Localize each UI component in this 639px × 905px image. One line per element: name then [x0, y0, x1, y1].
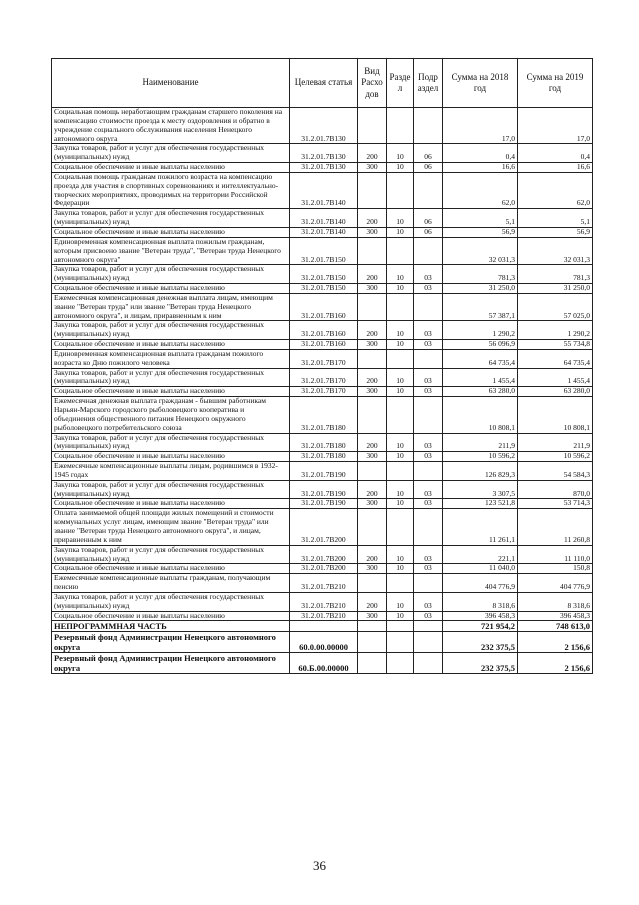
- cell-target: 31.2.01.7В200: [290, 509, 358, 545]
- cell-target: 31.2.01.7В180: [290, 397, 358, 433]
- cell-subsection: [414, 653, 443, 674]
- cell-subsection: [414, 172, 443, 208]
- cell-target: 31.2.01.7В140: [290, 172, 358, 208]
- cell-subsection: 03: [414, 452, 443, 462]
- cell-kind: 200: [358, 321, 387, 340]
- cell-name: Закупка товаров, работ и услуг для обеспечения государственных (муниципальных) нужд: [52, 592, 290, 611]
- cell-subsection: 03: [414, 545, 443, 564]
- cell-name: Социальное обеспечение и иные выплаты населению: [52, 284, 290, 294]
- page-number: 36: [313, 858, 326, 873]
- table-row: [52, 237, 593, 265]
- cell-sum2019: 53 714,3: [518, 499, 593, 509]
- cell-sum2018: 64 735,4: [443, 349, 518, 368]
- cell-sum2019: 16,6: [518, 163, 593, 173]
- cell-name: Закупка товаров, работ и услуг для обеспечения государственных (муниципальных) нужд: [52, 545, 290, 564]
- cell-sum2018: 781,3: [443, 265, 518, 284]
- cell-subsection: [414, 632, 443, 653]
- cell-kind: [358, 349, 387, 368]
- cell-section: 10: [387, 433, 414, 452]
- cell-target: 31.2.01.7В210: [290, 592, 358, 611]
- cell-subsection: 03: [414, 480, 443, 499]
- cell-subsection: 03: [414, 368, 443, 387]
- cell-name: Ежемесячная компенсационная денежная выплата лицам, имеющим звание "Ветеран труда" или звание "Ветеран труда Ненецкого автономного округа", и лицам, приравненным к ним: [52, 293, 290, 321]
- cell-name: НЕПРОГРАММНАЯ ЧАСТЬ: [52, 621, 290, 632]
- cell-sum2018: 1 290,2: [443, 321, 518, 340]
- cell-name: Социальное обеспечение и иные выплаты населению: [52, 611, 290, 621]
- cell-section: 10: [387, 321, 414, 340]
- table-row: [52, 621, 593, 632]
- cell-sum2018: 232 375,5: [443, 653, 518, 674]
- cell-kind: [358, 293, 387, 321]
- cell-section: [387, 237, 414, 265]
- cell-kind: 200: [358, 144, 387, 163]
- cell-target: [290, 621, 358, 632]
- cell-kind: 200: [358, 545, 387, 564]
- cell-sum2019: 8 318,6: [518, 592, 593, 611]
- cell-sum2019: 781,3: [518, 265, 593, 284]
- cell-section: 10: [387, 340, 414, 350]
- table-row: [52, 172, 593, 208]
- cell-target: 31.2.01.7В210: [290, 611, 358, 621]
- cell-name: Социальное обеспечение и иные выплаты населению: [52, 387, 290, 397]
- cell-sum2019: 1 290,2: [518, 321, 593, 340]
- cell-name: Единовременная компенсационная выплата гражданам пожилого возраста ко Дню пожилого человека: [52, 349, 290, 368]
- table-row: [52, 462, 593, 481]
- cell-section: 10: [387, 368, 414, 387]
- table-row: [52, 509, 593, 545]
- cell-subsection: 03: [414, 433, 443, 452]
- cell-section: 10: [387, 144, 414, 163]
- cell-target: 31.2.01.7В130: [290, 144, 358, 163]
- cell-sum2018: 11 261,1: [443, 509, 518, 545]
- cell-target: 31.2.01.7В200: [290, 564, 358, 574]
- cell-kind: [358, 237, 387, 265]
- cell-name: Социальное обеспечение и иные выплаты населению: [52, 163, 290, 173]
- cell-target: 31.2.01.7В150: [290, 284, 358, 294]
- table-row: [52, 653, 593, 674]
- cell-name: Единовременная компенсационная выплата пожилым гражданам, которым присвоено звание "Ветеран труда", "Ветеран труда Ненецкого автономного округа": [52, 237, 290, 265]
- cell-sum2019: 1 455,4: [518, 368, 593, 387]
- cell-name: Социальное обеспечение и иные выплаты населению: [52, 452, 290, 462]
- cell-subsection: 06: [414, 209, 443, 228]
- table-row: [52, 564, 593, 574]
- cell-target: 31.2.01.7В160: [290, 293, 358, 321]
- cell-kind: 200: [358, 592, 387, 611]
- cell-sum2019: 56,9: [518, 227, 593, 237]
- cell-section: [387, 621, 414, 632]
- cell-name: Социальное обеспечение и иные выплаты населению: [52, 564, 290, 574]
- cell-subsection: [414, 509, 443, 545]
- cell-section: [387, 293, 414, 321]
- cell-sum2018: 404 776,9: [443, 574, 518, 593]
- cell-section: [387, 653, 414, 674]
- cell-sum2019: 11 110,0: [518, 545, 593, 564]
- cell-sum2019: 150,8: [518, 564, 593, 574]
- table-row: [52, 499, 593, 509]
- cell-subsection: [414, 397, 443, 433]
- cell-subsection: 03: [414, 387, 443, 397]
- header-section: Разде л: [387, 59, 414, 108]
- cell-target: 31.2.01.7В200: [290, 545, 358, 564]
- table-row: [52, 611, 593, 621]
- cell-sum2018: 11 040,0: [443, 564, 518, 574]
- cell-subsection: [414, 349, 443, 368]
- cell-subsection: 03: [414, 592, 443, 611]
- cell-section: [387, 574, 414, 593]
- cell-sum2018: 123 521,8: [443, 499, 518, 509]
- cell-subsection: 03: [414, 321, 443, 340]
- cell-kind: 200: [358, 480, 387, 499]
- cell-sum2018: 62,0: [443, 172, 518, 208]
- cell-kind: [358, 509, 387, 545]
- cell-target: 60.Б.00.00000: [290, 653, 358, 674]
- cell-sum2018: 3 307,5: [443, 480, 518, 499]
- cell-sum2019: 63 280,0: [518, 387, 593, 397]
- table-row: [52, 144, 593, 163]
- cell-sum2018: 0,4: [443, 144, 518, 163]
- cell-kind: 300: [358, 499, 387, 509]
- cell-kind: [358, 108, 387, 144]
- cell-sum2018: 31 250,0: [443, 284, 518, 294]
- cell-kind: [358, 574, 387, 593]
- cell-sum2018: 396 458,3: [443, 611, 518, 621]
- cell-subsection: [414, 462, 443, 481]
- cell-kind: 300: [358, 564, 387, 574]
- cell-kind: [358, 653, 387, 674]
- cell-sum2019: 211,9: [518, 433, 593, 452]
- header-name: Наименование: [52, 59, 290, 108]
- table-row: [52, 209, 593, 228]
- cell-target: 31.2.01.7В160: [290, 340, 358, 350]
- cell-sum2018: 16,6: [443, 163, 518, 173]
- cell-target: 31.2.01.7В180: [290, 433, 358, 452]
- header-target-article: Целевая статья: [290, 59, 358, 108]
- cell-target: 60.0.00.00000: [290, 632, 358, 653]
- cell-name: Социальное обеспечение и иные выплаты населению: [52, 340, 290, 350]
- cell-name: Социальная помощь гражданам пожилого возраста на компенсацию проезда для участия в спортивных соревнованиях и интеллектуально-творческих мероприятиях, проводимых на территории Российской Федерации: [52, 172, 290, 208]
- cell-target: 31.2.01.7В180: [290, 452, 358, 462]
- cell-kind: [358, 632, 387, 653]
- table-row: [52, 452, 593, 462]
- cell-kind: 300: [358, 611, 387, 621]
- cell-subsection: [414, 237, 443, 265]
- cell-section: [387, 172, 414, 208]
- cell-sum2019: 32 031,3: [518, 237, 593, 265]
- cell-kind: 300: [358, 163, 387, 173]
- cell-sum2018: 221,1: [443, 545, 518, 564]
- cell-target: 31.2.01.7В210: [290, 574, 358, 593]
- cell-kind: 300: [358, 227, 387, 237]
- cell-name: Ежемесячные компенсационные выплаты гражданам, получающим пенсию: [52, 574, 290, 593]
- table-row: [52, 397, 593, 433]
- cell-name: Закупка товаров, работ и услуг для обеспечения государственных (муниципальных) нужд: [52, 433, 290, 452]
- cell-target: 31.2.01.7В130: [290, 163, 358, 173]
- cell-name: Социальное обеспечение и иные выплаты населению: [52, 499, 290, 509]
- cell-sum2019: 870,0: [518, 480, 593, 499]
- cell-kind: 200: [358, 368, 387, 387]
- budget-table: [51, 58, 593, 674]
- cell-target: 31.2.01.7В170: [290, 387, 358, 397]
- table-row: [52, 265, 593, 284]
- cell-section: 10: [387, 564, 414, 574]
- cell-name: Ежемесячные компенсационные выплаты лицам, родившимся в 1932-1945 годах: [52, 462, 290, 481]
- cell-sum2018: 721 954,2: [443, 621, 518, 632]
- cell-subsection: 03: [414, 340, 443, 350]
- table-row: [52, 163, 593, 173]
- table-row: [52, 108, 593, 144]
- cell-name: Закупка товаров, работ и услуг для обеспечения государственных (муниципальных) нужд: [52, 144, 290, 163]
- table-row: [52, 321, 593, 340]
- cell-sum2018: 1 455,4: [443, 368, 518, 387]
- cell-name: Социальная помощь неработающим гражданам старшего поколения на компенсацию стоимости проезда к месту оздоровления и обратно в учреждение социального обслуживания населения Ненецкого автономного округа: [52, 108, 290, 144]
- cell-target: 31.2.01.7В190: [290, 480, 358, 499]
- cell-target: 31.2.01.7В190: [290, 462, 358, 481]
- cell-kind: [358, 172, 387, 208]
- cell-sum2019: 2 156,6: [518, 653, 593, 674]
- cell-section: 10: [387, 592, 414, 611]
- cell-target: 31.2.01.7В190: [290, 499, 358, 509]
- cell-sum2019: 748 613,0: [518, 621, 593, 632]
- cell-section: 10: [387, 265, 414, 284]
- table-row: [52, 368, 593, 387]
- table-row: [52, 293, 593, 321]
- cell-sum2019: 5,1: [518, 209, 593, 228]
- cell-subsection: 03: [414, 265, 443, 284]
- cell-target: 31.2.01.7В160: [290, 321, 358, 340]
- table-row: [52, 433, 593, 452]
- cell-subsection: 03: [414, 499, 443, 509]
- cell-kind: 300: [358, 387, 387, 397]
- table-row: [52, 480, 593, 499]
- cell-sum2019: 62,0: [518, 172, 593, 208]
- cell-target: 31.2.01.7В170: [290, 349, 358, 368]
- table-row: [52, 387, 593, 397]
- cell-section: [387, 349, 414, 368]
- cell-subsection: [414, 108, 443, 144]
- cell-sum2018: 232 375,5: [443, 632, 518, 653]
- cell-sum2018: 5,1: [443, 209, 518, 228]
- table-row: [52, 632, 593, 653]
- cell-target: 31.2.01.7В130: [290, 108, 358, 144]
- cell-sum2019: 31 250,0: [518, 284, 593, 294]
- cell-target: 31.2.01.7В150: [290, 237, 358, 265]
- cell-kind: [358, 397, 387, 433]
- cell-sum2018: 211,9: [443, 433, 518, 452]
- cell-section: 10: [387, 545, 414, 564]
- cell-sum2018: 10 808,1: [443, 397, 518, 433]
- cell-section: [387, 397, 414, 433]
- cell-sum2019: 54 584,3: [518, 462, 593, 481]
- cell-kind: 300: [358, 340, 387, 350]
- header-subsection: Подр аздел: [414, 59, 443, 108]
- cell-kind: 200: [358, 433, 387, 452]
- cell-name: Резервный фонд Администрации Ненецкого автономного округа: [52, 653, 290, 674]
- cell-section: 10: [387, 611, 414, 621]
- cell-section: 10: [387, 227, 414, 237]
- table-row: [52, 545, 593, 564]
- table-header-row: [52, 59, 593, 108]
- cell-name: Оплата занимаемой общей площади жилых помещений и стоимости коммунальных услуг лицам, имеющим звание "Ветеран труда" или звание "Ветеран труда Ненецкого автономного округа", и лицам, приравненным к ним: [52, 509, 290, 545]
- cell-sum2019: 10 808,1: [518, 397, 593, 433]
- table-row: [52, 574, 593, 593]
- cell-sum2019: 11 260,8: [518, 509, 593, 545]
- cell-section: [387, 632, 414, 653]
- cell-subsection: [414, 621, 443, 632]
- cell-name: Закупка товаров, работ и услуг для обеспечения государственных (муниципальных) нужд: [52, 368, 290, 387]
- cell-subsection: 03: [414, 564, 443, 574]
- cell-sum2019: 2 156,6: [518, 632, 593, 653]
- table-row: [52, 592, 593, 611]
- cell-name: Резервный фонд Администрации Ненецкого автономного округа: [52, 632, 290, 653]
- cell-sum2018: 17,0: [443, 108, 518, 144]
- cell-sum2018: 32 031,3: [443, 237, 518, 265]
- header-sum-2018: Сумма на 2018 год: [443, 59, 518, 108]
- cell-subsection: 03: [414, 611, 443, 621]
- cell-sum2018: 56 096,9: [443, 340, 518, 350]
- cell-kind: [358, 462, 387, 481]
- cell-target: 31.2.01.7В170: [290, 368, 358, 387]
- cell-sum2019: 396 458,3: [518, 611, 593, 621]
- cell-name: Закупка товаров, работ и услуг для обеспечения государственных (муниципальных) нужд: [52, 209, 290, 228]
- cell-target: 31.2.01.7В140: [290, 227, 358, 237]
- cell-sum2018: 63 280,0: [443, 387, 518, 397]
- cell-subsection: 03: [414, 284, 443, 294]
- cell-name: Ежемесячная денежная выплата гражданам - бывшим работникам Нарьян-Марского городского рыболовецкого кооператива и объединения общественного питания Ненецкого окружного рыболовецкого потребительского союза: [52, 397, 290, 433]
- cell-section: 10: [387, 284, 414, 294]
- cell-name: Социальное обеспечение и иные выплаты населению: [52, 227, 290, 237]
- cell-sum2019: 10 596,2: [518, 452, 593, 462]
- cell-sum2019: 17,0: [518, 108, 593, 144]
- cell-sum2018: 8 318,6: [443, 592, 518, 611]
- cell-name: Закупка товаров, работ и услуг для обеспечения государственных (муниципальных) нужд: [52, 321, 290, 340]
- cell-sum2019: 64 735,4: [518, 349, 593, 368]
- table-row: [52, 340, 593, 350]
- cell-subsection: [414, 574, 443, 593]
- cell-sum2018: 56,9: [443, 227, 518, 237]
- cell-section: [387, 509, 414, 545]
- cell-name: Закупка товаров, работ и услуг для обеспечения государственных (муниципальных) нужд: [52, 265, 290, 284]
- table-row: [52, 284, 593, 294]
- cell-kind: 200: [358, 209, 387, 228]
- cell-target: 31.2.01.7В150: [290, 265, 358, 284]
- cell-sum2019: 0,4: [518, 144, 593, 163]
- cell-sum2018: 57 387,1: [443, 293, 518, 321]
- cell-subsection: 06: [414, 227, 443, 237]
- cell-sum2019: 57 025,0: [518, 293, 593, 321]
- cell-section: 10: [387, 209, 414, 228]
- cell-section: 10: [387, 163, 414, 173]
- cell-section: [387, 462, 414, 481]
- cell-subsection: 06: [414, 163, 443, 173]
- header-sum-2019: Сумма на 2019 год: [518, 59, 593, 108]
- table-row: [52, 349, 593, 368]
- cell-target: 31.2.01.7В140: [290, 209, 358, 228]
- cell-section: 10: [387, 452, 414, 462]
- cell-sum2018: 126 829,3: [443, 462, 518, 481]
- cell-kind: 200: [358, 265, 387, 284]
- cell-section: 10: [387, 387, 414, 397]
- table-row: [52, 227, 593, 237]
- cell-section: 10: [387, 499, 414, 509]
- cell-section: [387, 108, 414, 144]
- cell-name: Закупка товаров, работ и услуг для обеспечения государственных (муниципальных) нужд: [52, 480, 290, 499]
- cell-kind: 300: [358, 284, 387, 294]
- cell-section: 10: [387, 480, 414, 499]
- cell-sum2019: 55 734,8: [518, 340, 593, 350]
- cell-kind: 300: [358, 452, 387, 462]
- cell-kind: [358, 621, 387, 632]
- cell-subsection: 06: [414, 144, 443, 163]
- cell-sum2018: 10 596,2: [443, 452, 518, 462]
- cell-subsection: [414, 293, 443, 321]
- cell-sum2019: 404 776,9: [518, 574, 593, 593]
- header-expense-kind: Вид Расхо дов: [358, 59, 387, 108]
